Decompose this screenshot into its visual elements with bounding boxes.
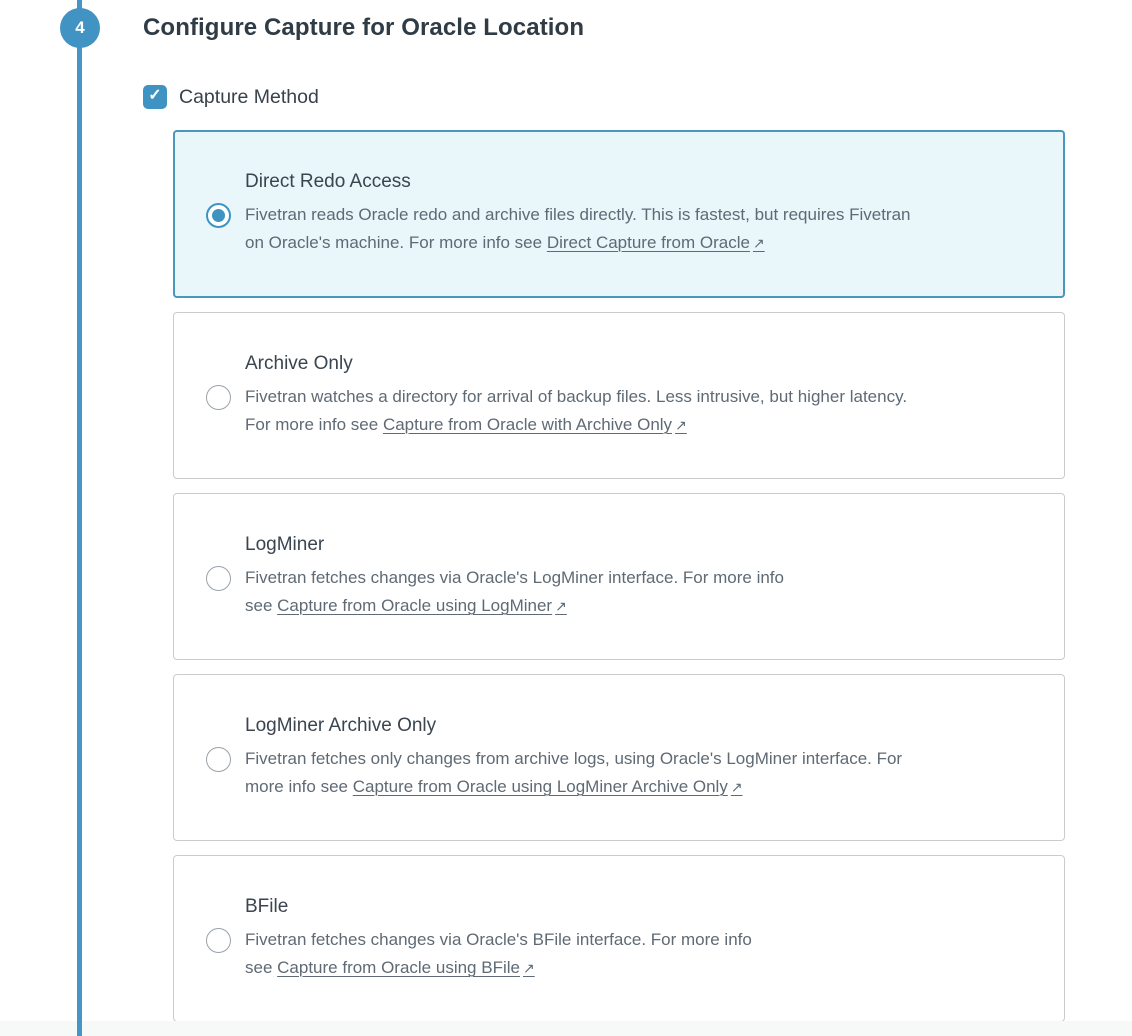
- option-doc-link[interactable]: [277, 596, 567, 615]
- option-card-bfile[interactable]: [173, 855, 1065, 1022]
- capture-method-field: [143, 85, 1103, 109]
- step-content: [143, 0, 1103, 1036]
- external-link-icon: ↗: [555, 598, 567, 614]
- option-doc-link[interactable]: [353, 777, 743, 796]
- description-text: For more info see: [245, 415, 383, 434]
- description-line: [245, 954, 752, 982]
- footer-strip: [0, 1021, 1132, 1036]
- description-line: Fivetran reads Oracle redo and archive files directly. This is fastest, but requires Fivetran: [245, 205, 911, 224]
- description-line: [245, 773, 902, 801]
- option-card-direct-redo-access[interactable]: [173, 130, 1065, 298]
- radio-dot: [212, 209, 225, 222]
- option-description: [245, 201, 910, 257]
- option-radio[interactable]: [206, 566, 231, 591]
- doc-link-label: Direct Capture from Oracle: [546, 233, 750, 252]
- doc-link-label: Capture from Oracle using LogMiner Archive Only: [352, 777, 728, 796]
- description-line: Fivetran watches a directory for arrival of backup files. Less intrusive, but higher latency.: [245, 387, 908, 406]
- step-number: 4: [75, 18, 85, 37]
- option-title: BFile: [245, 896, 289, 917]
- description-text: more info see: [245, 777, 353, 796]
- description-line: [245, 229, 910, 257]
- option-card-logminer-archive-only[interactable]: [173, 674, 1065, 841]
- doc-link-label: Capture from Oracle using LogMiner: [277, 596, 553, 615]
- description-line: [245, 592, 784, 620]
- option-doc-link[interactable]: [277, 958, 535, 977]
- description-text: on Oracle's machine. For more info see: [245, 233, 547, 252]
- option-description: [245, 564, 784, 620]
- external-link-icon: ↗: [730, 779, 743, 795]
- option-card-logminer[interactable]: [173, 493, 1065, 660]
- doc-link-label: Capture from Oracle using BFile: [277, 958, 520, 977]
- external-link-icon: ↗: [522, 960, 535, 976]
- description-line: [245, 411, 907, 439]
- option-radio[interactable]: [206, 747, 231, 772]
- option-title: Direct Redo Access: [245, 171, 411, 192]
- capture-method-label: Capture Method: [179, 85, 319, 108]
- description-text: see: [245, 958, 278, 977]
- doc-link-label: Capture from Oracle with Archive Only: [382, 415, 673, 434]
- step-number-badge: [60, 8, 100, 48]
- option-description: [245, 926, 752, 982]
- external-link-icon: ↗: [752, 235, 765, 251]
- option-card-archive-only[interactable]: [173, 312, 1065, 479]
- page-title: Configure Capture for Oracle Location: [143, 14, 585, 41]
- capture-method-options: [173, 130, 1065, 1022]
- option-title: Archive Only: [245, 353, 353, 374]
- description-text: see: [245, 596, 278, 615]
- option-radio[interactable]: [206, 203, 231, 228]
- description-line: Fivetran fetches changes via Oracle's LogMiner interface. For more info: [245, 568, 784, 587]
- option-title: LogMiner Archive Only: [245, 715, 437, 736]
- checkmark-icon: ✓: [148, 87, 162, 104]
- description-line: Fivetran fetches only changes from archive logs, using Oracle's LogMiner interface. For: [245, 749, 903, 768]
- capture-method-checkbox[interactable]: [143, 85, 167, 109]
- option-title: LogMiner: [245, 534, 325, 555]
- option-doc-link[interactable]: [547, 233, 765, 252]
- step-progress-line: [75, 0, 85, 1036]
- option-radio[interactable]: [206, 385, 231, 410]
- external-link-icon: ↗: [675, 417, 687, 433]
- option-description: [245, 383, 907, 439]
- description-line: Fivetran fetches changes via Oracle's BFile interface. For more info: [245, 930, 752, 949]
- option-description: [245, 745, 902, 801]
- option-radio[interactable]: [206, 928, 231, 953]
- option-doc-link[interactable]: [383, 415, 687, 434]
